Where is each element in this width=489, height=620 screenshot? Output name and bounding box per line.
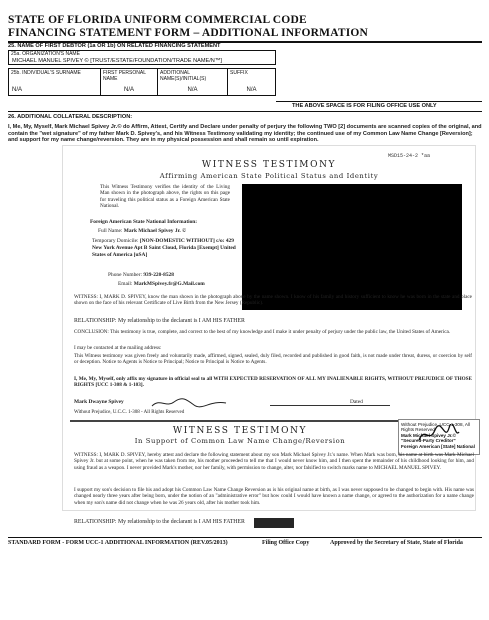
first-name-cell <box>101 69 158 95</box>
field-domicile <box>92 238 242 258</box>
info-heading: Foreign American State National Information: <box>90 219 198 225</box>
doc1-subtitle: Affirming American State Political Status and Identity <box>159 172 379 180</box>
doc2-subtitle: In Support of Common Law Name Change/Reversion <box>134 437 346 445</box>
space-note-rule <box>276 101 482 102</box>
section26-label: 26. ADDITIONAL COLLATERAL DESCRIPTION: <box>8 114 133 120</box>
doc1-relationship: RELATIONSHIP: My relationship to the declarant is I AM HIS FATHER <box>74 318 245 324</box>
field-phone <box>108 272 174 279</box>
redacted-photo <box>242 184 462 310</box>
stamp-line-1: Without Prejudice, UCC 1-308, All Rights Reserved <box>401 422 470 433</box>
field-email <box>118 281 205 288</box>
suffix-label: SUFFIX <box>230 70 248 76</box>
doc1-date-line <box>270 405 390 406</box>
first-name-value: N/A <box>123 87 134 93</box>
doc1-signer-name: Mark Dwayne Spivey <box>74 399 124 405</box>
field-email-value: MarkMSpivey.fr@G.Mail.com <box>133 281 205 287</box>
doc2-title: WITNESS TESTIMONY <box>172 426 308 436</box>
form-title-line2: FINANCING STATEMENT FORM – ADDITIONAL INFORMATION <box>8 27 369 39</box>
field-domicile-label: Temporary Domicile: <box>92 238 139 244</box>
org-name-value: MICHAEL MANUEL SPIVEY © [TRUST/ESTATE/FOUNDATION/TRADE NAME/Ν™] <box>12 58 222 64</box>
doc1-title: WITNESS TESTIMONY <box>201 160 337 170</box>
org-name-label: 25a. ORGANIZATION'S NAME <box>11 51 80 57</box>
doc1-contacts: I may be contacted at the mailing address: <box>74 345 162 351</box>
doc2-redacted-mark <box>254 518 294 528</box>
doc1-stamp: MSD15-24-2 *aa <box>388 153 431 159</box>
surname-label: 25b. INDIVIDUAL'S SURNAME <box>11 70 81 76</box>
doc2-relationship: RELATIONSHIP: My relationship to the declarant is I AM HIS FATHER <box>74 519 245 525</box>
footer-approval: Approved by the Secretary of State, State of Florida <box>330 540 463 546</box>
suffix-cell <box>228 69 275 95</box>
org-name-box <box>8 50 276 65</box>
additional-name-cell <box>158 69 228 95</box>
doc1-witness-paragraph: WITNESS: I, MARK D. SPIVEY, know the man shown in the photograph above by the name shown. I know of his family and history sufficient to know he was born in the state and place shown on the face of his relevant Certificate of Live Birth from the New Jersey (Republic). <box>74 294 472 307</box>
field-email-label: Email: <box>118 281 133 287</box>
suffix-value: N/A <box>246 87 257 93</box>
doc2-paragraph-2: I support my son's decision to file his and adopt his Common Law Name Change Reversion as is his original name at birth, as I was never supposed to be changed to begin with. His name was changed nearly three years after being born, under the notion of an "administrative error" but how could I would have known a name change, or agreed to the authorization for a name change when my son's name did not change when he was 26 years old, after his mother took him. <box>74 487 474 506</box>
doc1-validity: This Witness testimony was given freely and voluntarily made, affirmed, signed, sealed, duly filed, recorded and published in good faith, is not made under threat, duress, or coercion by self or deception. Notice to Agents is Notice to Principal; Notice to Principal is Notice to Agents. <box>74 353 472 366</box>
individual-name-box <box>8 68 276 96</box>
stamp-line-2: Mark Michael Spivey Jr.© "Secured-Party Creditor" <box>401 433 456 444</box>
collateral-intro: I, Me, My, Myself, Mark Michael Spivey Jr.© do Affirm, Attest, Certify and Declare under penalty of perjury the following TWO [2] documents are scanned copies of the original, and contain the "wet signature" of my father Mark D. Spivey's, and his Witness Testimony validating my identity; the continued use of my Common Law Name Change [Reversion]; and support for my name change/reversion. They are in my physical possession and shall remain so until expiration. <box>8 124 482 144</box>
additional-name-label: ADDITIONAL NAME(S)/INITIAL(S) <box>160 70 207 82</box>
footer-copy-type: Filing Office Copy <box>262 540 310 546</box>
surname-cell <box>9 69 101 95</box>
field-domicile-value: [NON-DOMESTIC WITHOUT] c/o: 429 New York Avenue Apt B Saint Cloud, Florida [Exempt] United States of America [uSA] <box>92 238 236 258</box>
stamp-line-3: Foreign American [State] National <box>401 444 475 449</box>
field-phone-value: 939-220-8528 <box>143 272 174 278</box>
rights-stamp <box>398 419 480 455</box>
field-full-name-value: Mark Michael Spivey Jr. © <box>123 228 187 234</box>
filing-office-note: THE ABOVE SPACE IS FOR FILING OFFICE USE ONLY <box>292 103 437 109</box>
surname-value: N/A <box>12 87 23 93</box>
footer-form-id: STANDARD FORM - FORM UCC-1 ADDITIONAL INFORMATION (REV.05/2013) <box>8 540 228 546</box>
doc1-conclusion: CONCLUSION: This testimony is true, complete, and correct to the best of my knowledge and I make it under penalty of perjury under the public law, the United States of America. <box>74 329 451 335</box>
field-full-name-label: Full Name: <box>98 228 123 234</box>
section-divider <box>8 111 482 112</box>
footer-rule <box>8 537 482 538</box>
form-title-line1: STATE OF FLORIDA UNIFORM COMMERCIAL CODE <box>8 14 307 26</box>
stamp-signature <box>417 424 461 446</box>
doc1-signature-date: Dated <box>350 399 363 405</box>
doc2-paragraph-1: WITNESS: I, MARK D. SPIVEY, hereby attest and declare the following statement about my son Mark Michael Spivey Jr.'s name. When Mark was born, his name at birth was Mark Michael Spivey Jr. but at some point, when he was taken from me, his mother proceeded to tell me that I would never know him, and I then spent the remainder of his childhood looking for him, and using fraud as a weapon. I never provided Mark's mother, nor her family, with permission to change, alter, nor falsified to switch marks name to MICHAEL MANUEL SPIVEY. <box>74 452 474 471</box>
section25-label: 25. NAME OF FIRST DEBTOR (1a OR 1b) ON RELATED FINANCING STATEMENT <box>8 43 221 49</box>
first-name-label: FIRST PERSONAL NAME <box>103 70 146 82</box>
doc1-reservation: I, Me, My, Myself, only affix my signature in official seal to all WITH EXPECTED RESERVATION OF ALL MY INALIENABLE RIGHTS, WITHOUT PREJUDICE OF THOSE RIGHTS [UCC 1-308 & 1-103]. <box>74 376 472 389</box>
field-phone-label: Phone Number: <box>108 272 142 278</box>
field-full-name <box>98 228 238 235</box>
doc1-signature <box>150 396 230 410</box>
doc1-affirm-paragraph: This Witness Testimony verifies the identity of the Living Man shown in the photograph above, the rights on this page for traveling this political status as a Foreign American State National. <box>100 184 230 210</box>
doc1-without-prejudice: Without Prejudice, U.C.C. 1-308 - All Rights Reserved <box>74 410 185 415</box>
additional-name-value: N/A <box>187 87 198 93</box>
